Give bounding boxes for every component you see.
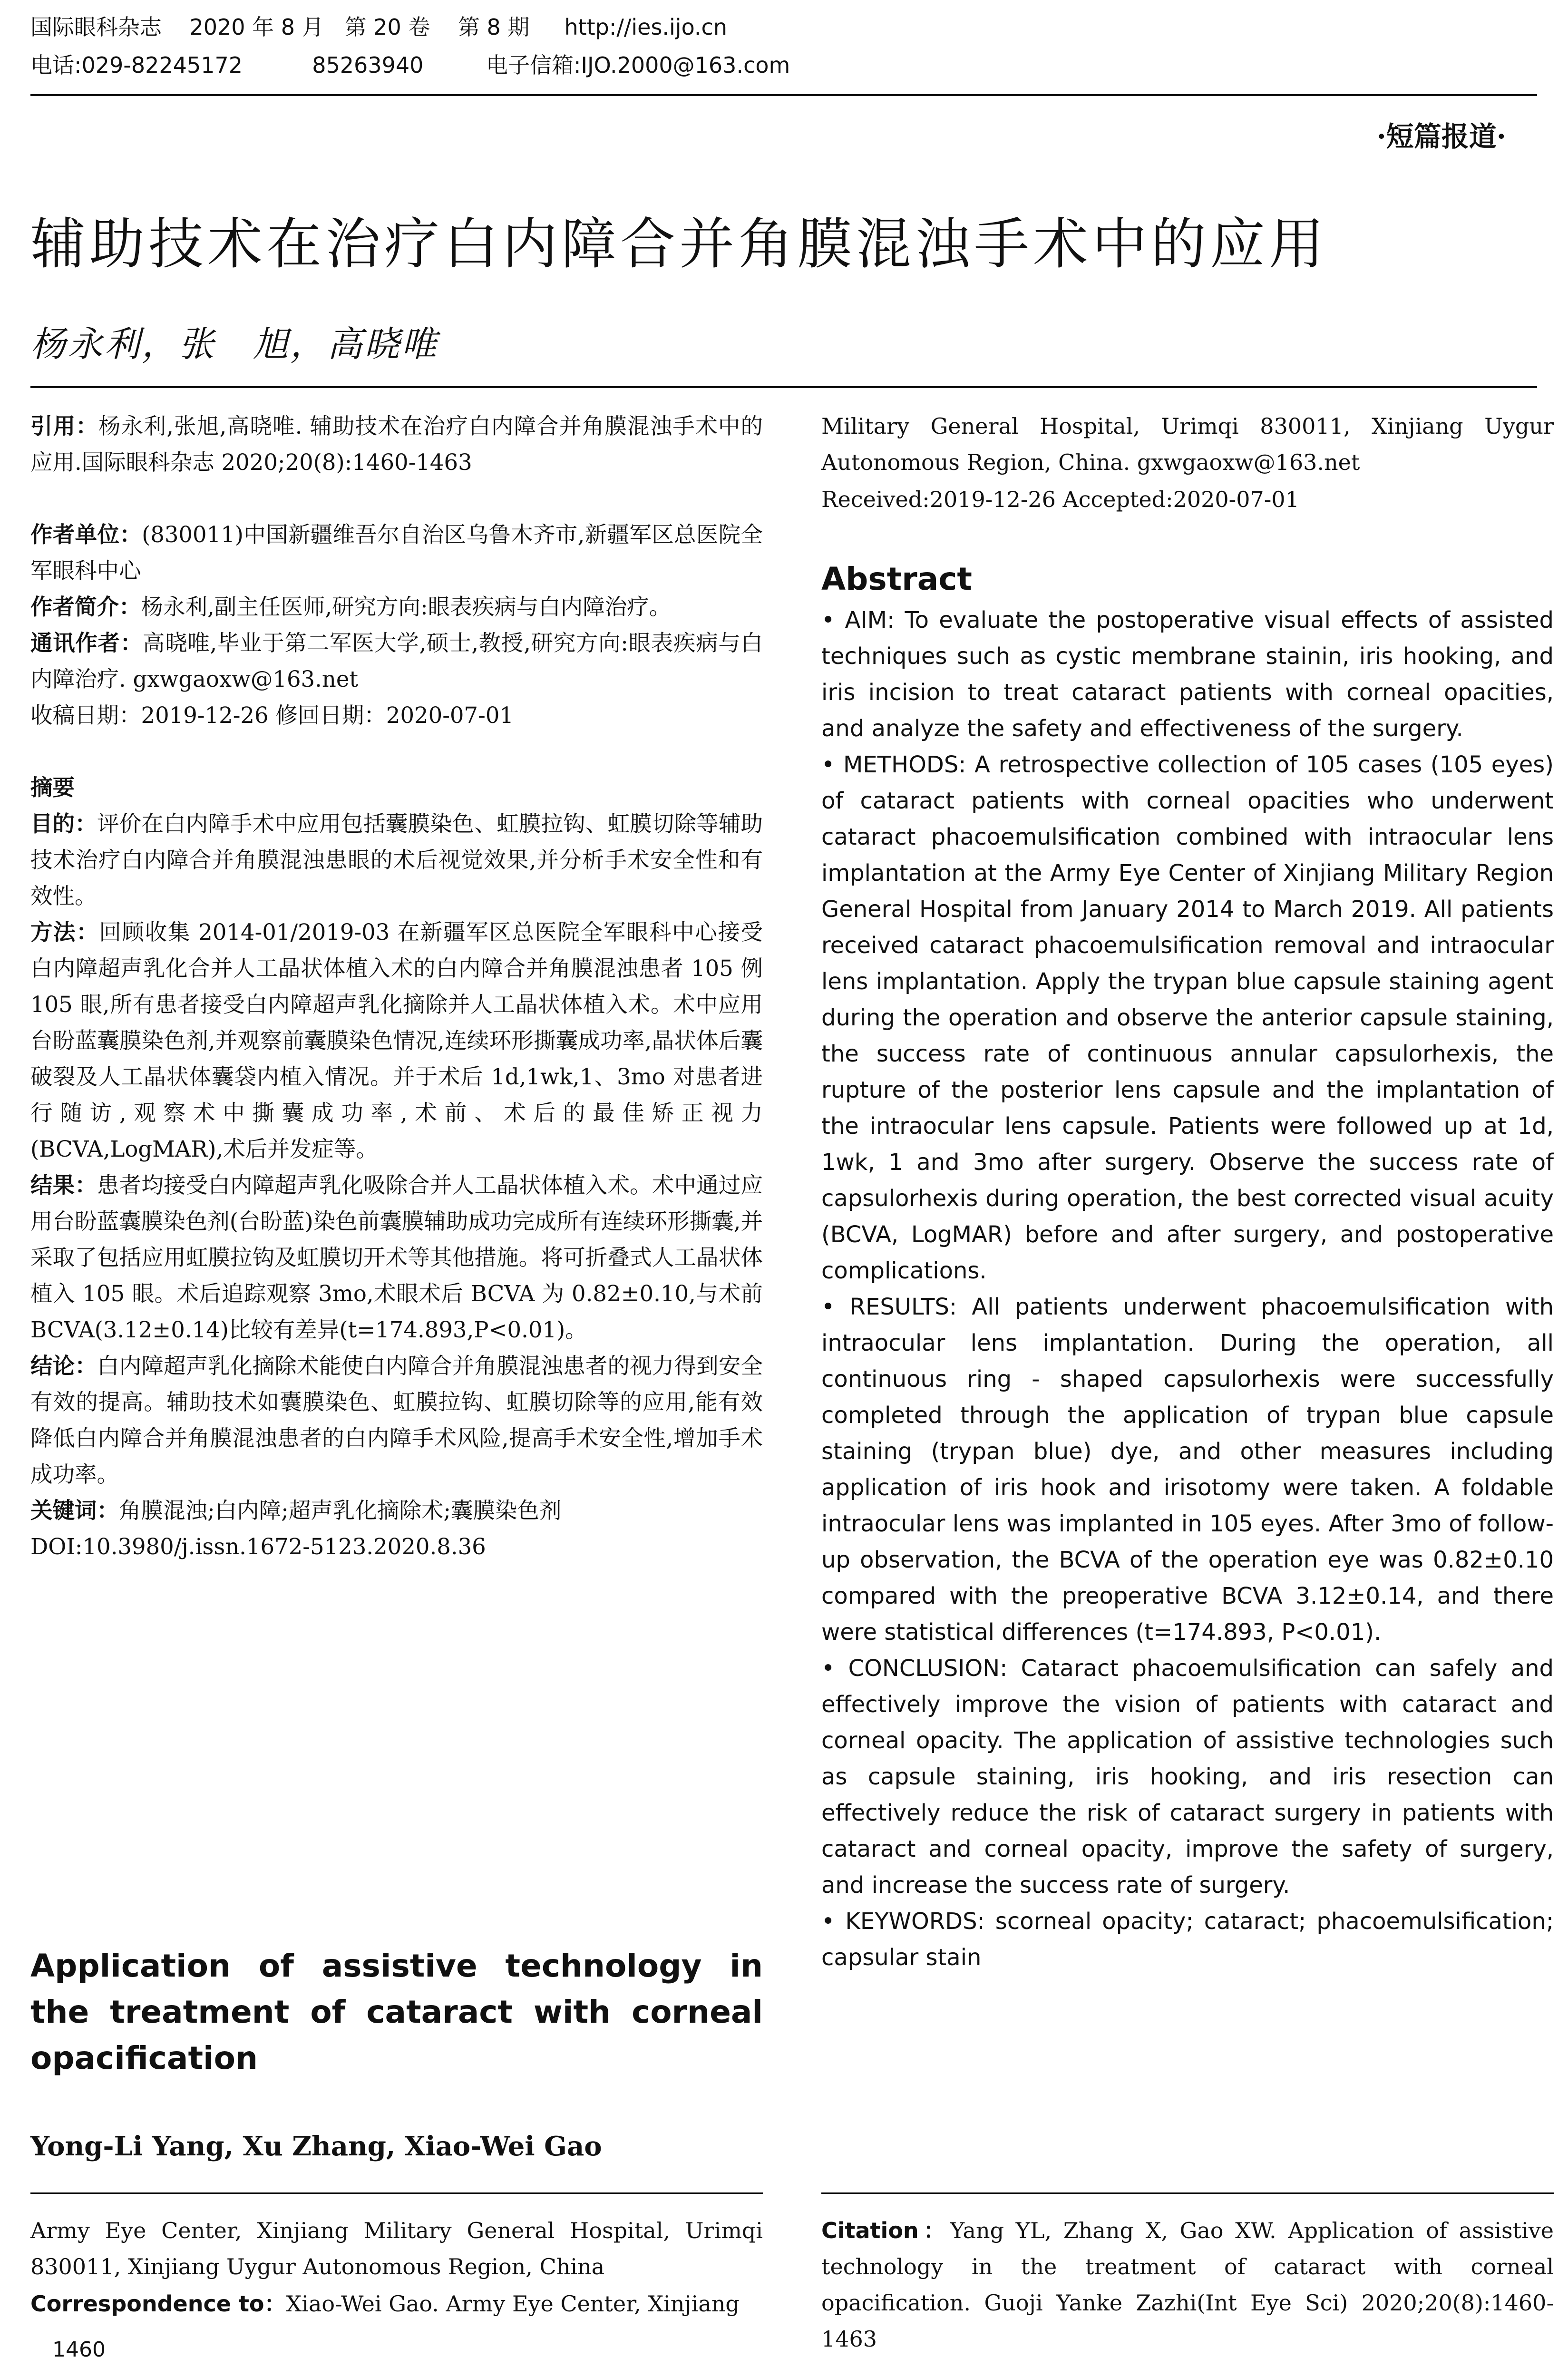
keywords-en: • KEYWORDS: scorneal opacity; cataract; phacoemulsification; capsular stain bbox=[821, 1908, 1554, 1971]
corresponding-author-cn: 通讯作者：高晓唯,毕业于第二军医大学,硕士,教授,研究方向:眼表疾病与白内障治疗. gxwgaoxw@163.net bbox=[30, 630, 763, 692]
section-label: ·短篇报道· bbox=[1376, 120, 1506, 153]
authors-cn: 杨永利，张 旭，高晓唯 bbox=[30, 324, 438, 365]
abstract-methods-cn: 方法：回顾收集 2014-01/2019-03 在新疆军区总医院全军眼科中心接受白内障超声乳化合并人工晶状体植入术的白内障合并角膜混浊患者 105 例 105 眼,所有患者接受白内障超声乳化摘除并人工晶状体植入术。术中应用台盼蓝囊膜染色剂,并观察前囊膜染色情况,连续环形撕囊成功率,晶状体后囊破裂及人工晶状体囊袋内植入情况。并于术后 1d,1wk,1、3mo 对患者进行随访,观察术中撕囊成功率,术前、术后的最佳矫正视力(BCVA,LogMAR),术后并发症等。 bbox=[30, 919, 763, 1162]
correspondence-en: Correspondence to：Xiao-Wei Gao. Army Eye Center, Xinjiang bbox=[30, 2291, 740, 2317]
abstract-conclusion-cn: 结论：白内障超声乳化摘除术能使白内障合并角膜混浊患者的视力得到安全有效的提高。辅助技术如囊膜染色、虹膜拉钩、虹膜切除等的应用,能有效降低白内障合并角膜混浊患者的白内障手术风险,提高手术安全性,增加手术成功率。 bbox=[30, 1353, 763, 1487]
journal-header-line1: 国际眼科杂志 2020 年 8 月 第 20 卷 第 8 期 http://ies.ijo.cn bbox=[30, 14, 727, 40]
authors-en: Yong-Li Yang, Xu Zhang, Xiao-Wei Gao bbox=[30, 2131, 602, 2162]
author-bio-cn: 作者简介：杨永利,副主任医师,研究方向:眼表疾病与白内障治疗。 bbox=[30, 594, 672, 620]
title-rule bbox=[30, 386, 1537, 388]
dates-cn: 收稿日期：2019-12-26 修回日期：2020-07-01 bbox=[30, 702, 514, 728]
citation-cn: 引用：杨永利,张旭,高晓唯. 辅助技术在治疗白内障合并角膜混浊手术中的应用.国际眼科杂志 2020;20(8):1460-1463 bbox=[30, 413, 763, 475]
abstract-conclusion-en: • CONCLUSION: Cataract phacoemulsification can safely and effectively improve the vision of patients with cataract and corneal opacity. The application of assistive technologies such as capsule staining, iris hooking, and iris resection can effectively reduce the risk of cataract surgery in patients with cataract and corneal opacity, improve the safety of surgery, and increase the success rate of surgery. bbox=[821, 1655, 1554, 1899]
right-column bbox=[821, 556, 1554, 1976]
keywords-cn: 关键词：角膜混浊;白内障;超声乳化摘除术;囊膜染色剂 bbox=[30, 1498, 562, 1523]
citation-rule bbox=[821, 2192, 1554, 2194]
affiliation-en: Army Eye Center, Xinjiang Military General Hospital, Urimqi 830011, Xinjiang Uygur Autonomous Region, China bbox=[30, 2218, 763, 2280]
header-rule bbox=[30, 94, 1537, 96]
abstract-heading-cn: 摘要 bbox=[30, 775, 75, 800]
article-title-en: Application of assistive technology in the treatment of cataract with corneal opacification bbox=[30, 1948, 763, 2076]
received-dates-en: Received:2019-12-26 Accepted:2020-07-01 bbox=[821, 487, 1299, 512]
affiliation-cn: 作者单位：(830011)中国新疆维吾尔自治区乌鲁木齐市,新疆军区总医院全军眼科中心 bbox=[30, 522, 763, 584]
abstract-results-cn: 结果：患者均接受白内障超声乳化吸除合并人工晶状体植入术。术中通过应用台盼蓝囊膜染色剂(台盼蓝)染色前囊膜辅助成功完成所有连续环形撕囊,并采取了包括应用虹膜拉钩及虹膜切开术等其他措施。将可折叠式人工晶状体植入 105 眼。术后追踪观察 3mo,术眼术后 BCVA 为 0.82±0.10,与术前 BCVA(3.12±0.14)比较有差异(t=174.893,P<0.01)。 bbox=[30, 1172, 763, 1343]
abstract-methods-en: • METHODS: A retrospective collection of 105 cases (105 eyes) of cataract patients with corneal opacities who underwent cataract phacoemulsification combined with intraocular lens implantation at the Army Eye Center of Xinjiang Military Region General Hospital from January 2014 to March 2019. All patients received cataract phacoemulsification removal and intraocular lens implantation. Apply the trypan blue capsule staining agent during the operation and observe the anterior capsule staining, the success rate of continuous annular capsulorhexis, the rupture of the posterior lens capsule and the implantation of the intraocular lens capsule. Patients were followed up at 1d, 1wk, 1 and 3mo after surgery. Observe the success rate of capsulorhexis during operation, the best corrected visual acuity (BCVA, LogMAR) before and after surgery, and postoperative complications. bbox=[821, 751, 1554, 1284]
abstract-heading-en: Abstract bbox=[821, 561, 972, 597]
correspondence-en-cont: Military General Hospital, Urimqi 830011, Xinjiang Uygur Autonomous Region, China. gxwgaoxw@163.net bbox=[821, 413, 1554, 475]
affiliation-rule bbox=[30, 2192, 763, 2194]
doi: DOI:10.3980/j.issn.1672-5123.2020.8.36 bbox=[30, 1534, 486, 1559]
citation-en: Citation：Yang YL, Zhang X, Gao XW. Application of assistive technology in the treatment of cataract with corneal opacification. Guoji Yanke Zazhi(Int Eye Sci) 2020;20(8):1460-1463 bbox=[821, 2218, 1554, 2352]
journal-header-line2: 电话:029-82245172 85263940 电子信箱:IJO.2000@163.com bbox=[30, 52, 790, 78]
abstract-aim-cn: 目的：评价在白内障手术中应用包括囊膜染色、虹膜拉钩、虹膜切除等辅助技术治疗白内障合并角膜混浊患眼的术后视觉效果,并分析手术安全性和有效性。 bbox=[30, 811, 763, 909]
abstract-aim-en: • AIM: To evaluate the postoperative visual effects of assisted techniques such as cystic membrane stainin, iris hooking, and iris incision to treat cataract patients with corneal opacities, and analyze the safety and effectiveness of the surgery. bbox=[821, 607, 1554, 742]
abstract-results-en: • RESULTS: All patients underwent phacoemulsification with intraocular lens implantation. During the operation, all continuous ring - shaped capsulorhexis were successfully completed through the application of trypan blue capsule staining (trypan blue) dye, and other measures including application of iris hook and irisotomy were taken. A foldable intraocular lens was implanted in 105 eyes. After 3mo of follow-up observation, the BCVA of the operation eye was 0.82±0.10 compared with the preoperative BCVA 3.12±0.14, and there were statistical differences (t=174.893, P<0.01). bbox=[821, 1294, 1554, 1646]
article-title-cn: 辅助技术在治疗白内障合并角膜混浊手术中的应用 bbox=[30, 212, 1328, 276]
page-number: 1460 bbox=[52, 2338, 106, 2362]
left-column bbox=[30, 408, 763, 1565]
